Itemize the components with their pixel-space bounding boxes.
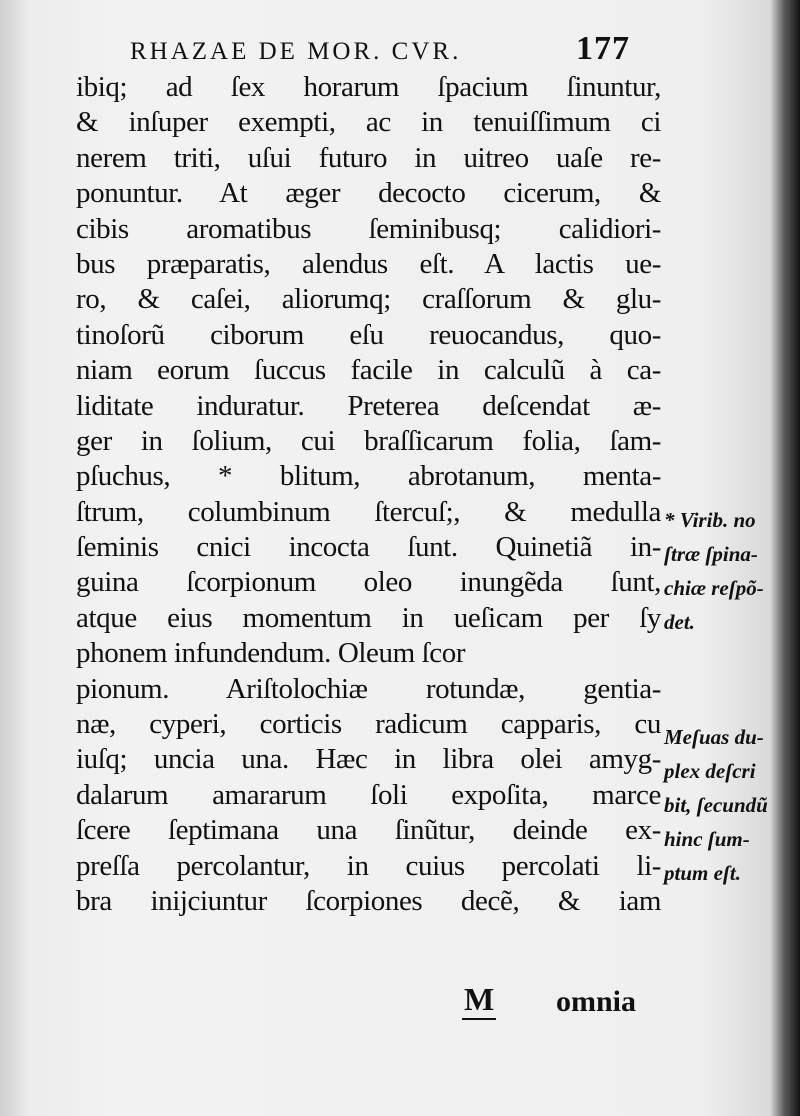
text-line: næ, cyperi, corticis radicum capparis, cu — [76, 708, 661, 741]
text-line: guina ſcorpionum oleo inungẽda ſunt, — [76, 566, 661, 599]
text-line: ſeminis cnici incocta ſunt. Quinetiã in- — [76, 531, 661, 564]
text-line: ponuntur. At æger decocto cicerum, & — [76, 177, 661, 210]
text-line: atque eius momentum in ueſicam per ſy — [76, 601, 661, 634]
margin-note-line: hinc ſum- — [664, 827, 750, 851]
text-line: tinoſorũ ciborum eſu reuocandus, quo- — [76, 318, 661, 351]
text-line: dalarum amararum ſoli expoſita, marce — [76, 778, 661, 811]
text-line: ro, & caſei, aliorumq; craſſorum & glu- — [76, 283, 661, 316]
text-line: pſuchus, * blitum, abrotanum, menta- — [76, 460, 661, 493]
text-line: pionum. Ariſtolochiæ rotundæ, gentia- — [76, 672, 661, 705]
margin-note-1 — [664, 503, 794, 639]
text-line: ſtrum, columbinum ſtercuſ;, & medulla — [76, 495, 661, 528]
margin-note-line: * Virib. no — [664, 508, 756, 532]
margin-note-2 — [664, 720, 794, 890]
margin-note-line: chiæ reſpõ- — [664, 576, 764, 600]
text-line: iuſq; uncia una. Hæc in libra olei amyg- — [76, 743, 661, 776]
text-line: bra inijciuntur ſcorpiones decẽ, & iam — [76, 884, 661, 917]
text-line: cibis aromatibus ſeminibusq; calidiori- — [76, 212, 661, 245]
running-title: RHAZAE DE MOR. CVR. — [130, 38, 462, 65]
margin-note-line: ptum eſt. — [664, 861, 741, 885]
margin-note-line: Meſuas du- — [664, 725, 764, 749]
main-text-block — [76, 70, 661, 919]
text-line: preſſa percolantur, in cuius percolati li- — [76, 849, 661, 882]
text-line: ſcere ſeptimana una ſinũtur, deinde ex- — [76, 814, 661, 847]
running-header — [130, 30, 630, 70]
text-line: nerem triti, uſui futuro in uitreo uaſe re- — [76, 141, 661, 174]
text-line: niam eorum ſuccus facile in calculũ à ca- — [76, 354, 661, 387]
signature-mark: M — [462, 982, 496, 1020]
text-line: & inſuper exempti, ac in tenuiſſimum ci — [76, 106, 661, 139]
margin-note-line: ſtræ ſpina- — [664, 542, 758, 566]
text-line: liditate induratur. Preterea deſcendat æ- — [76, 389, 661, 422]
margin-note-line: plex deſcri — [664, 759, 756, 783]
text-line: ibiq; ad ſex horarum ſpacium ſinuntur, — [76, 71, 661, 103]
text-line: bus præparatis, alendus eſt. A lactis ue- — [76, 247, 661, 280]
page-number: 177 — [576, 30, 630, 67]
catchword: omnia — [556, 985, 637, 1018]
text-line: ger in ſolium, cui braſſicarum folia, ſam- — [76, 424, 661, 457]
margin-note-line: bit, ſecundũ — [664, 793, 768, 817]
margin-note-line: det. — [664, 610, 695, 634]
text-line: phonem infundendum. Oleum ſcor — [76, 637, 466, 670]
